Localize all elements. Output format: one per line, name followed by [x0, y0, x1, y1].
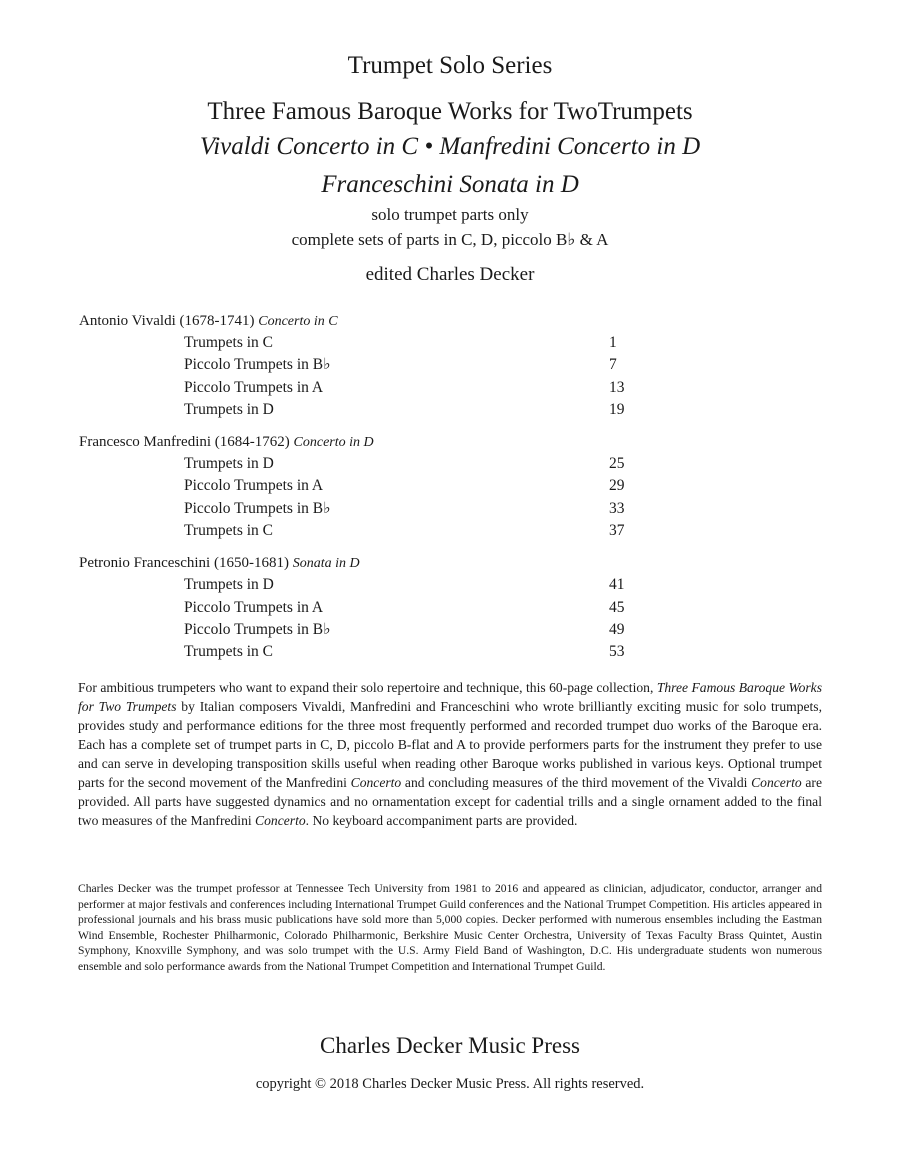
- composer-heading: [79, 552, 779, 574]
- toc-entry: [79, 520, 779, 542]
- part-name: Piccolo Trumpets in B♭: [184, 620, 331, 638]
- page-number: 41: [609, 576, 625, 594]
- toc-group-vivaldi: [79, 310, 779, 421]
- page-number: 53: [609, 643, 625, 661]
- work-title: Sonata in D: [292, 556, 360, 572]
- page-number: 37: [609, 522, 625, 540]
- complete-parts-note: complete sets of parts in C, D, piccolo B♭ & A: [291, 230, 609, 249]
- toc-entry: [79, 377, 779, 399]
- page-number: 45: [609, 598, 625, 616]
- table-of-contents: [79, 310, 779, 674]
- part-name: Piccolo Trumpets in B♭: [184, 356, 331, 374]
- part-name: Trumpets in C: [184, 522, 274, 540]
- part-name: Piccolo Trumpets in B♭: [184, 499, 331, 517]
- page-number: 29: [609, 477, 625, 495]
- page-number: 49: [609, 620, 625, 638]
- toc-group-manfredini: [79, 431, 779, 542]
- subtitle-line-1: Vivaldi Concerto in C • Manfredini Concerto in D: [199, 133, 701, 160]
- toc-entry: [79, 498, 779, 520]
- description-text: by Italian composers Vivaldi, Manfredini and Franceschini who wrote brilliantly exciting music for solo trumpets, provides study and performance editions for the three most frequently performed and recorded trumpet duo works of the Baroque era. Each has a complete set of trumpet parts in C, D, piccolo B-flat and A to provide performers parts for the instrument they prefer to use and can serve in developing transposition skills useful when reading other Baroque works published in various keys. Optional trumpet parts for the second movement of the Manfredini: [78, 699, 822, 790]
- solo-parts-note: solo trumpet parts only: [371, 205, 529, 224]
- editor-biography: Charles Decker was the trumpet professor at Tennessee Tech University from 1981 to 2016 and appeared as clinician, adjudicator, conductor, arranger and performer at major festivals and conferences including International Trumpet Guild conferences and the National Trumpet Competition. His articles appeared in professional journals and his brass music publications have sold more than 5,000 copies. Decker performed with numerous ensembles including the Eastman Wind Ensemble, Rochester Philharmonic, Colorado Philharmonic, Berkshire Music Center Orchestra, University of Texas Faculty Brass Quintet, Austin Symphony, Knoxville Symphony, and was solo trumpet with the U.S. Army Field Band of Washington, D.C. His undergraduate students won numerous ensemble and solo performance awards from the National Trumpet Competition and International Trumpet Guild.: [78, 882, 822, 973]
- page-number: 13: [609, 378, 625, 396]
- composer-name: Petronio Franceschini (1650-1681): [79, 555, 289, 572]
- part-name: Piccolo Trumpets in A: [184, 598, 324, 616]
- part-name: Trumpets in D: [184, 576, 274, 594]
- subtitle-line-2: Franceschini Sonata in D: [321, 171, 579, 198]
- concerto-italic: Concerto: [751, 775, 802, 790]
- page-number: 7: [609, 356, 617, 374]
- toc-entry: [79, 475, 779, 497]
- toc-entry: [79, 399, 779, 421]
- page-number: 33: [609, 499, 625, 517]
- work-title: Concerto in D: [293, 435, 374, 451]
- part-name: Piccolo Trumpets in A: [184, 378, 324, 396]
- toc-entry: [79, 453, 779, 475]
- collection-description: [78, 678, 822, 830]
- toc-entry: [79, 597, 779, 619]
- composer-name: Francesco Manfredini (1684-1762): [79, 434, 290, 451]
- description-text: are provided. All parts have suggested dynamics and no ornamentation except for cadential trills and a single ornament added to the final two measures of the Manfredini: [78, 775, 822, 828]
- page-number: 19: [609, 400, 625, 418]
- description-text: and concluding measures of the third movement of the Vivaldi: [401, 775, 752, 790]
- concerto-italic: Concerto: [255, 813, 306, 828]
- composer-heading: [79, 431, 779, 453]
- part-name: Piccolo Trumpets in A: [184, 477, 324, 495]
- toc-entry: [79, 641, 779, 663]
- concerto-italic: Concerto: [350, 775, 402, 790]
- toc-entry: [79, 332, 779, 354]
- toc-entry: [79, 354, 779, 376]
- series-title: Trumpet Solo Series: [347, 52, 553, 79]
- description-text: . No keyboard accompaniment parts are provided.: [305, 813, 578, 828]
- part-name: Trumpets in C: [184, 334, 274, 351]
- collection-title: Three Famous Baroque Works for TwoTrumpets: [207, 98, 693, 125]
- composer-heading: [79, 310, 779, 332]
- toc-entry: [79, 619, 779, 641]
- toc-entry: [79, 574, 779, 596]
- description-text: For ambitious trumpeters who want to expand their solo repertoire and technique, this 60-page collection,: [78, 680, 657, 695]
- page-number: 1: [609, 334, 617, 351]
- page-number: 25: [609, 455, 625, 473]
- editor-credit: edited Charles Decker: [365, 264, 535, 285]
- collection-title-italic: Three Famous Baroque Works for Two Trumpets: [78, 680, 822, 714]
- composer-name: Antonio Vivaldi (1678-1741): [79, 313, 255, 329]
- part-name: Trumpets in D: [184, 400, 274, 418]
- publisher-name: Charles Decker Music Press: [320, 1033, 580, 1058]
- part-name: Trumpets in D: [184, 455, 274, 473]
- toc-group-franceschini: [79, 552, 779, 663]
- copyright-notice: copyright © 2018 Charles Decker Music Press. All rights reserved.: [255, 1076, 645, 1092]
- work-title: Concerto in C: [258, 314, 338, 329]
- part-name: Trumpets in C: [184, 643, 274, 661]
